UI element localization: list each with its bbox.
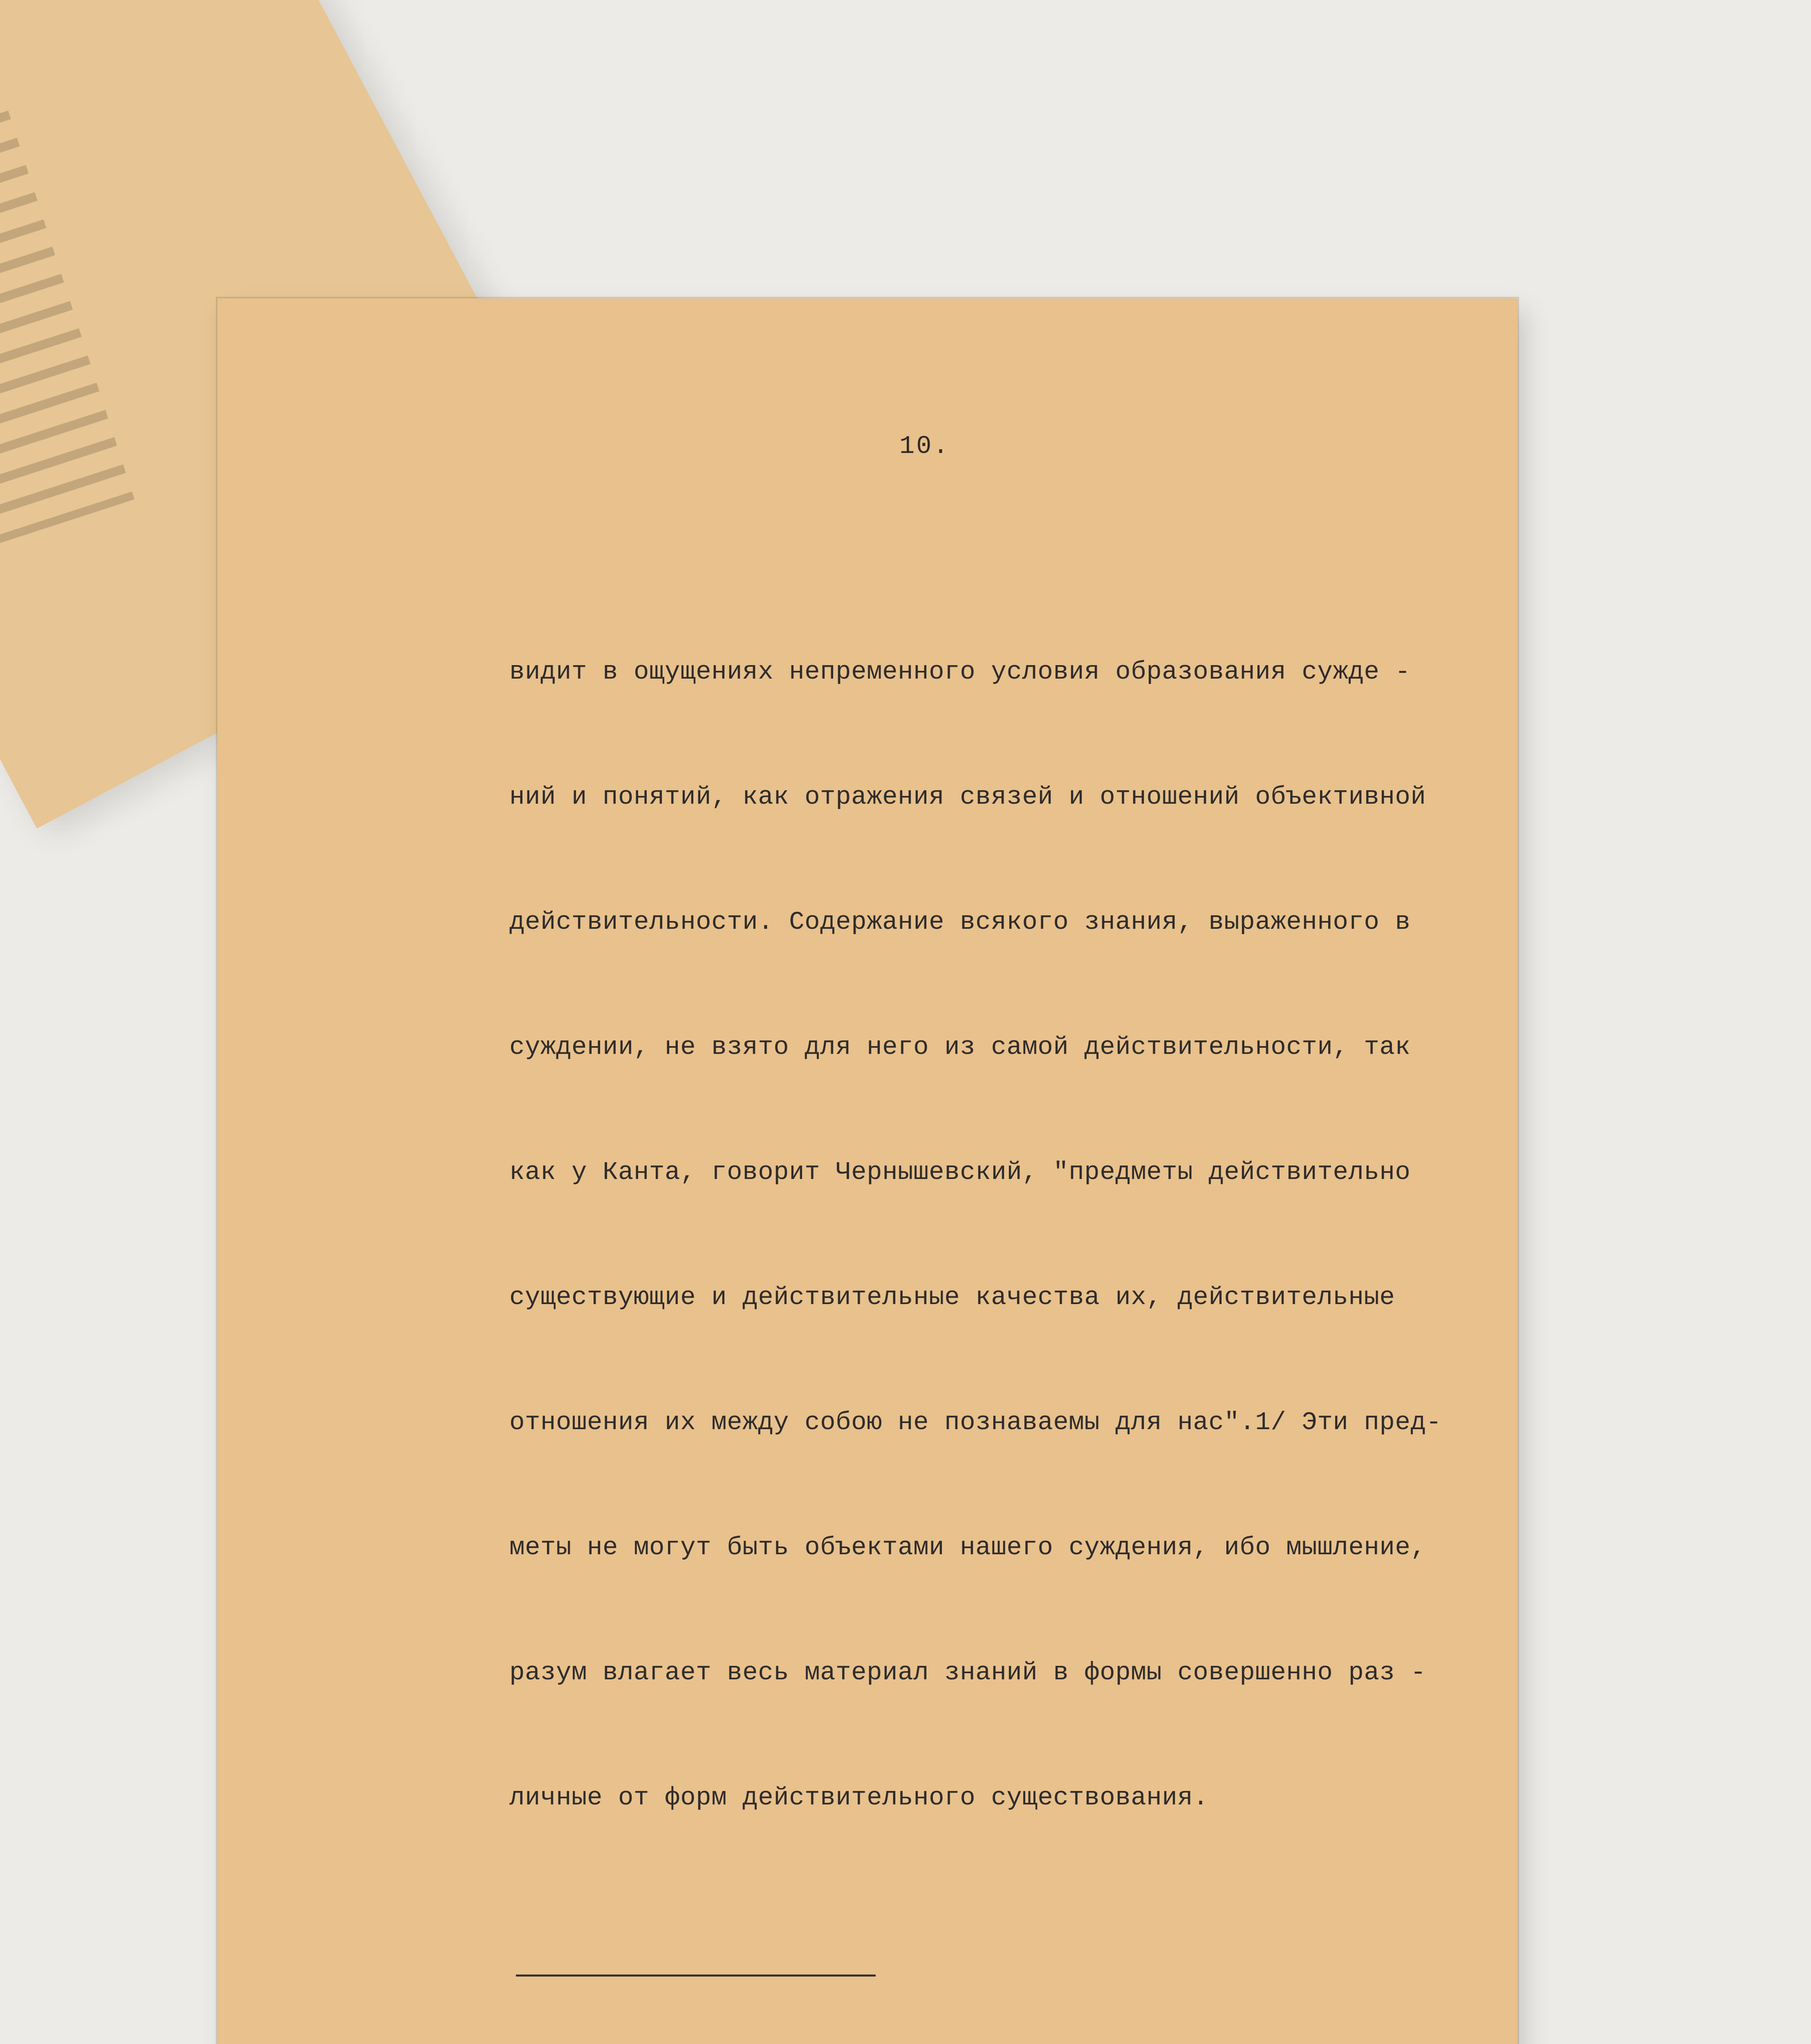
paragraph-1 [509,568,1527,1902]
text-line: суждении, не взято для него из самой действительности, так [509,1033,1411,1062]
footnotes [516,1995,1340,2044]
text-line: отношения их между собою не познаваемы для нас".1/ Эти пред- [509,1408,1442,1437]
text-line: разум влагает весь материал знаний в формы совершенно раз - [509,1658,1426,1687]
text-line: как у Канта, говорит Чернышевский, "предметы действительно [509,1158,1411,1187]
text-line: видит в ощущениях непременного условия образования сужде - [509,657,1411,686]
text-line: действительности. Содержание всякого знания, выраженного в [509,908,1411,937]
document-body [509,484,1527,2044]
previous-page-text [0,110,134,570]
text-line: существующие и действительные качества их, действительные [509,1283,1395,1312]
footnote-divider [516,1975,876,1977]
text-line: ний и понятий, как отражения связей и отношений объективной [509,782,1426,811]
text-line: меты не могут быть объектами нашего суждения, ибо мышление, [509,1533,1426,1562]
page-number: 10. [899,432,950,461]
text-line: личные от форм действительного существования. [509,1783,1209,1812]
